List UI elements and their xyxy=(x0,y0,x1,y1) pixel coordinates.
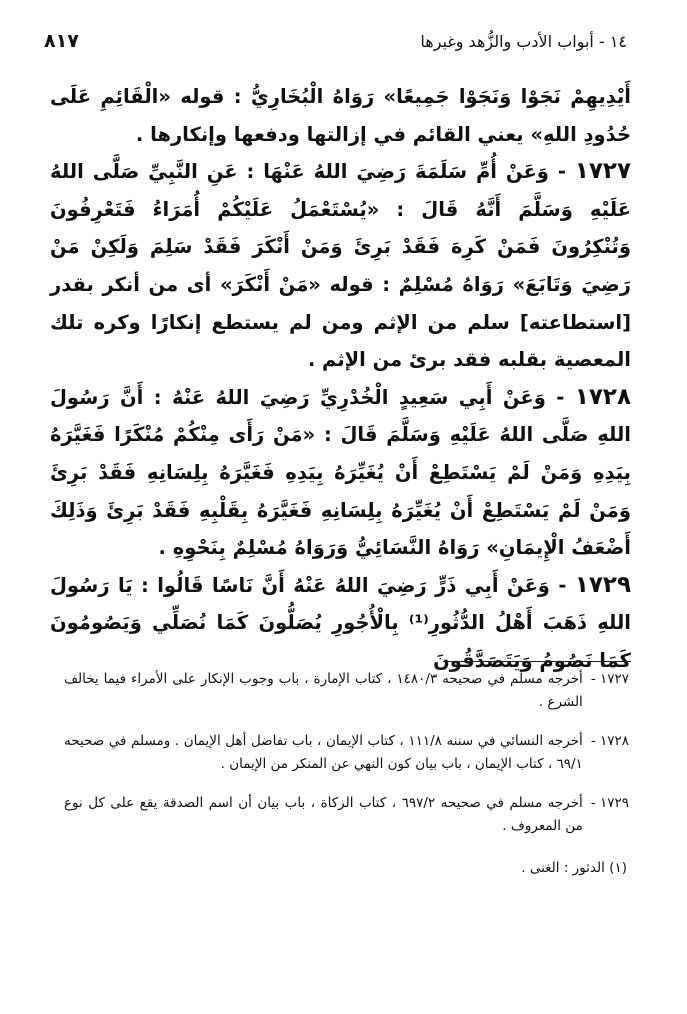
hadith-paragraph xyxy=(50,379,631,567)
footnote-number: ١٧٢٧ - xyxy=(590,671,629,687)
hadith-text: أَيْدِيهِمْ نَجَوْا وَنَجَوْا جَمِيعًا» رَوَاهُ الْبُخَارِيُّ : قوله «الْقَائِمِ عَلَى حُدُودِ اللهِ» يعني القائم في إزالتها ودفعها وإنكارها . xyxy=(50,85,631,146)
footnote-number: ١٧٢٨ - xyxy=(590,733,629,749)
hadith-number: ١٧٢٨ xyxy=(574,383,631,410)
footnote-item xyxy=(64,792,629,838)
hadith-text: - وَعَنْ أَبِي سَعِيدٍ الْخُدْرِيِّ رَضِيَ اللهُ عَنْهُ : أَنَّ رَسُولَ اللهِ صَلَّى اللهُ عَلَيْهِ وَسَلَّمَ قَالَ : «مَنْ رَأَى مِنْكُمْ مُنْكَرًا فَغَيَّرَهُ بِيَدِهِ وَمَنْ لَمْ يَسْتَطِعْ أَنْ يُغَيِّرَهُ بِيَدِهِ فَغَيَّرَهُ بِلِسَانِهِ فَقَدْ بَرِئَ وَمَنْ لَمْ يَسْتَطِعْ أَنْ يُغَيِّرَهُ بِلِسَانِهِ فَغَيَّرَهُ بِقَلْبِهِ فَقَدْ بَرِئَ وَذَلِكَ أَضْعَفُ الْإِيمَانِ» رَوَاهُ النَّسَائِيُّ وَرَوَاهُ مُسْلِمٌ بِنَحْوِهِ . xyxy=(50,385,631,560)
footnote-divider xyxy=(443,661,631,662)
hadith-paragraph xyxy=(50,78,631,153)
word-gloss: (١) الدثور : الغنى . xyxy=(521,860,627,876)
page-header xyxy=(44,26,627,56)
hadith-paragraph xyxy=(50,567,631,680)
hadith-paragraph xyxy=(50,153,631,379)
hadith-number: ١٧٢٧ xyxy=(574,158,631,185)
footnote-text: أخرجه مسلم في صحيحه ١٤٨٠/٣ ، كتاب الإمارة ، باب وجوب الإنكار على الأمراء فيما يخالف الشرع . xyxy=(64,671,583,710)
footnote-item xyxy=(64,730,629,776)
footnote-number: ١٧٢٩ - xyxy=(590,795,629,811)
running-head: ١٤ - أبواب الأدب والزُّهد وغيرها xyxy=(420,31,627,51)
footnote-text: أخرجه النسائي في سننه ١١١/٨ ، كتاب الإيمان ، باب تفاضل أهل الإيمان . ومسلم في صحيحه ٦٩/١ ، كتاب الإيمان ، باب بيان كون النهي عن المنكر من الإيمان . xyxy=(64,733,583,772)
hadith-number: ١٧٢٩ xyxy=(574,571,631,598)
page-number: ٨١٧ xyxy=(44,30,79,52)
footnotes xyxy=(64,668,629,854)
hadith-text: - وَعَنْ أَبِي ذَرٍّ رَضِيَ اللهُ عَنْهُ أَنَّ نَاسًا قَالُوا : يَا رَسُولَ اللهِ ذَهَبَ أَهْلُ الدُّثُورِ⁽¹⁾ بِالْأُجُورِ يُصَلُّونَ كَمَا نُصَلِّي وَيَصُومُونَ كَمَا نَصُومُ وَيَتَصَدَّقُونَ xyxy=(50,573,631,672)
hadith-body xyxy=(50,78,631,680)
hadith-text: - وَعَنْ أُمِّ سَلَمَةَ رَضِيَ اللهُ عَنْهَا : عَنِ النَّبِيِّ صَلَّى اللهُ عَلَيْهِ وَسَلَّمَ أَنَّهُ قَالَ : «يُسْتَعْمَلُ عَلَيْكُمْ أُمَرَاءُ فَتَعْرِفُونَ وَتُنْكِرُونَ فَمَنْ كَرِهَ فَقَدْ بَرِئَ وَمَنْ أَنْكَرَ فَقَدْ سَلِمَ وَلَكِنْ مَنْ رَضِيَ وَتَابَعَ» رَوَاهُ مُسْلِمٌ : قوله «مَنْ أَنْكَرَ» أى من أنكر بقدر [استطاعته] سلم من الإثم ومن لم يستطع إنكارًا وكره تلك المعصية بقلبه فقد برئ من الإثم . xyxy=(50,160,631,372)
footnote-item xyxy=(64,668,629,714)
footnote-text: أخرجه مسلم في صحيحه ٦٩٧/٢ ، كتاب الزكاة ، باب بيان أن اسم الصدقة يقع على كل نوع من المعروف . xyxy=(64,795,583,834)
